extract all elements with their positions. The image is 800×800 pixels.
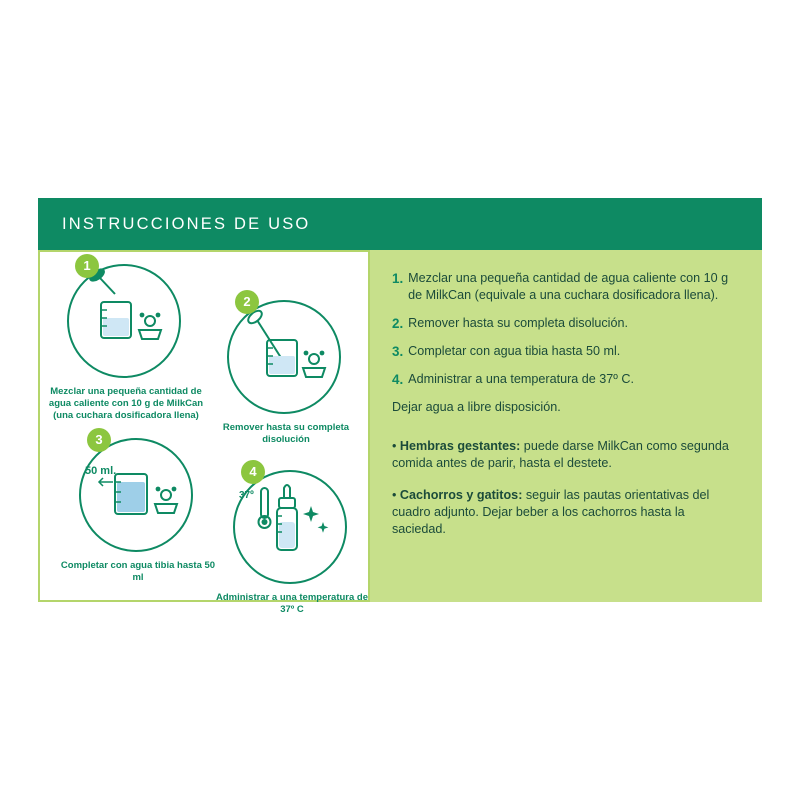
bullet-pregnant-females bbox=[392, 438, 736, 472]
step-4 bbox=[212, 464, 372, 616]
instruction-3-text: Completar con agua tibia hasta 50 ml. bbox=[408, 344, 621, 358]
step-2-artwork bbox=[227, 294, 345, 418]
step-3-badge: 3 bbox=[87, 428, 111, 452]
step-3 bbox=[58, 432, 218, 584]
step-2 bbox=[206, 294, 366, 446]
step-1-badge: 1 bbox=[75, 254, 99, 278]
step-4-caption: Administrar a una temperatura de 37º C bbox=[215, 592, 369, 615]
bullet-1-text: puede darse MilkCan como segunda comida antes de parir, hasta el destete. bbox=[392, 439, 729, 470]
instruction-item-3 bbox=[392, 343, 736, 360]
step-4-badge: 4 bbox=[241, 460, 265, 484]
panel-body bbox=[38, 250, 762, 615]
step-1-caption: Mezclar una pequeña cantidad de agua caliente con 10 g de MilkCan (una cuchara dosificadora llena) bbox=[48, 386, 204, 421]
instruction-item-2 bbox=[392, 315, 736, 332]
svg-text:37º: 37º bbox=[239, 490, 254, 501]
instruction-3-number: 3. bbox=[392, 344, 404, 359]
text-column bbox=[370, 250, 762, 602]
step-2-badge: 2 bbox=[235, 290, 259, 314]
illustration-column bbox=[38, 250, 370, 615]
page-title: INSTRUCCIONES DE USO bbox=[62, 214, 311, 233]
instruction-1-number: 1. bbox=[392, 271, 404, 286]
bullet-2-marker: • bbox=[392, 488, 397, 502]
baby-bottle-thermometer-icon bbox=[233, 470, 347, 584]
stirring-beaker-icon bbox=[227, 300, 341, 414]
step-3-artwork bbox=[79, 432, 197, 556]
steps-container bbox=[40, 252, 369, 615]
instruction-4-number: 4. bbox=[392, 372, 404, 387]
step-2-caption: Remover hasta su completa disolución bbox=[222, 422, 350, 445]
bullet-1-title: Hembras gestantes: bbox=[399, 439, 521, 453]
instruction-4-text: Administrar a una temperatura de 37º C. bbox=[408, 372, 634, 386]
filled-beaker-icon bbox=[79, 438, 193, 552]
spoon-and-beaker-icon bbox=[67, 264, 181, 378]
free-water-note: Dejar agua a libre disposición. bbox=[392, 400, 561, 414]
bullet-1-marker: • bbox=[392, 439, 397, 453]
step-4-artwork bbox=[233, 464, 351, 588]
svg-text:50 ml.: 50 ml. bbox=[85, 465, 117, 477]
instructions-panel bbox=[38, 198, 762, 615]
bullet-2-title: Cachorros y gatitos: bbox=[399, 488, 523, 502]
panel-header bbox=[38, 198, 762, 250]
step-3-caption: Completar con agua tibia hasta 50 ml bbox=[60, 560, 216, 583]
bullet-2-text: seguir las pautas orientativas del cuadro adjunto. Dejar beber a los cachorros hasta la saciedad. bbox=[392, 488, 710, 536]
instruction-item-4 bbox=[392, 371, 736, 388]
instruction-item-1 bbox=[392, 270, 736, 304]
instruction-2-text: Remover hasta su completa disolución. bbox=[408, 316, 628, 330]
instruction-1-text: Mezclar una pequeña cantidad de agua caliente con 10 g de MilkCan (equivale a una cuchara dosificadora llena). bbox=[408, 271, 729, 302]
step-1 bbox=[46, 258, 206, 422]
instruction-2-number: 2. bbox=[392, 316, 404, 331]
bullet-puppies-kittens bbox=[392, 487, 736, 538]
step-1-artwork bbox=[67, 258, 185, 382]
